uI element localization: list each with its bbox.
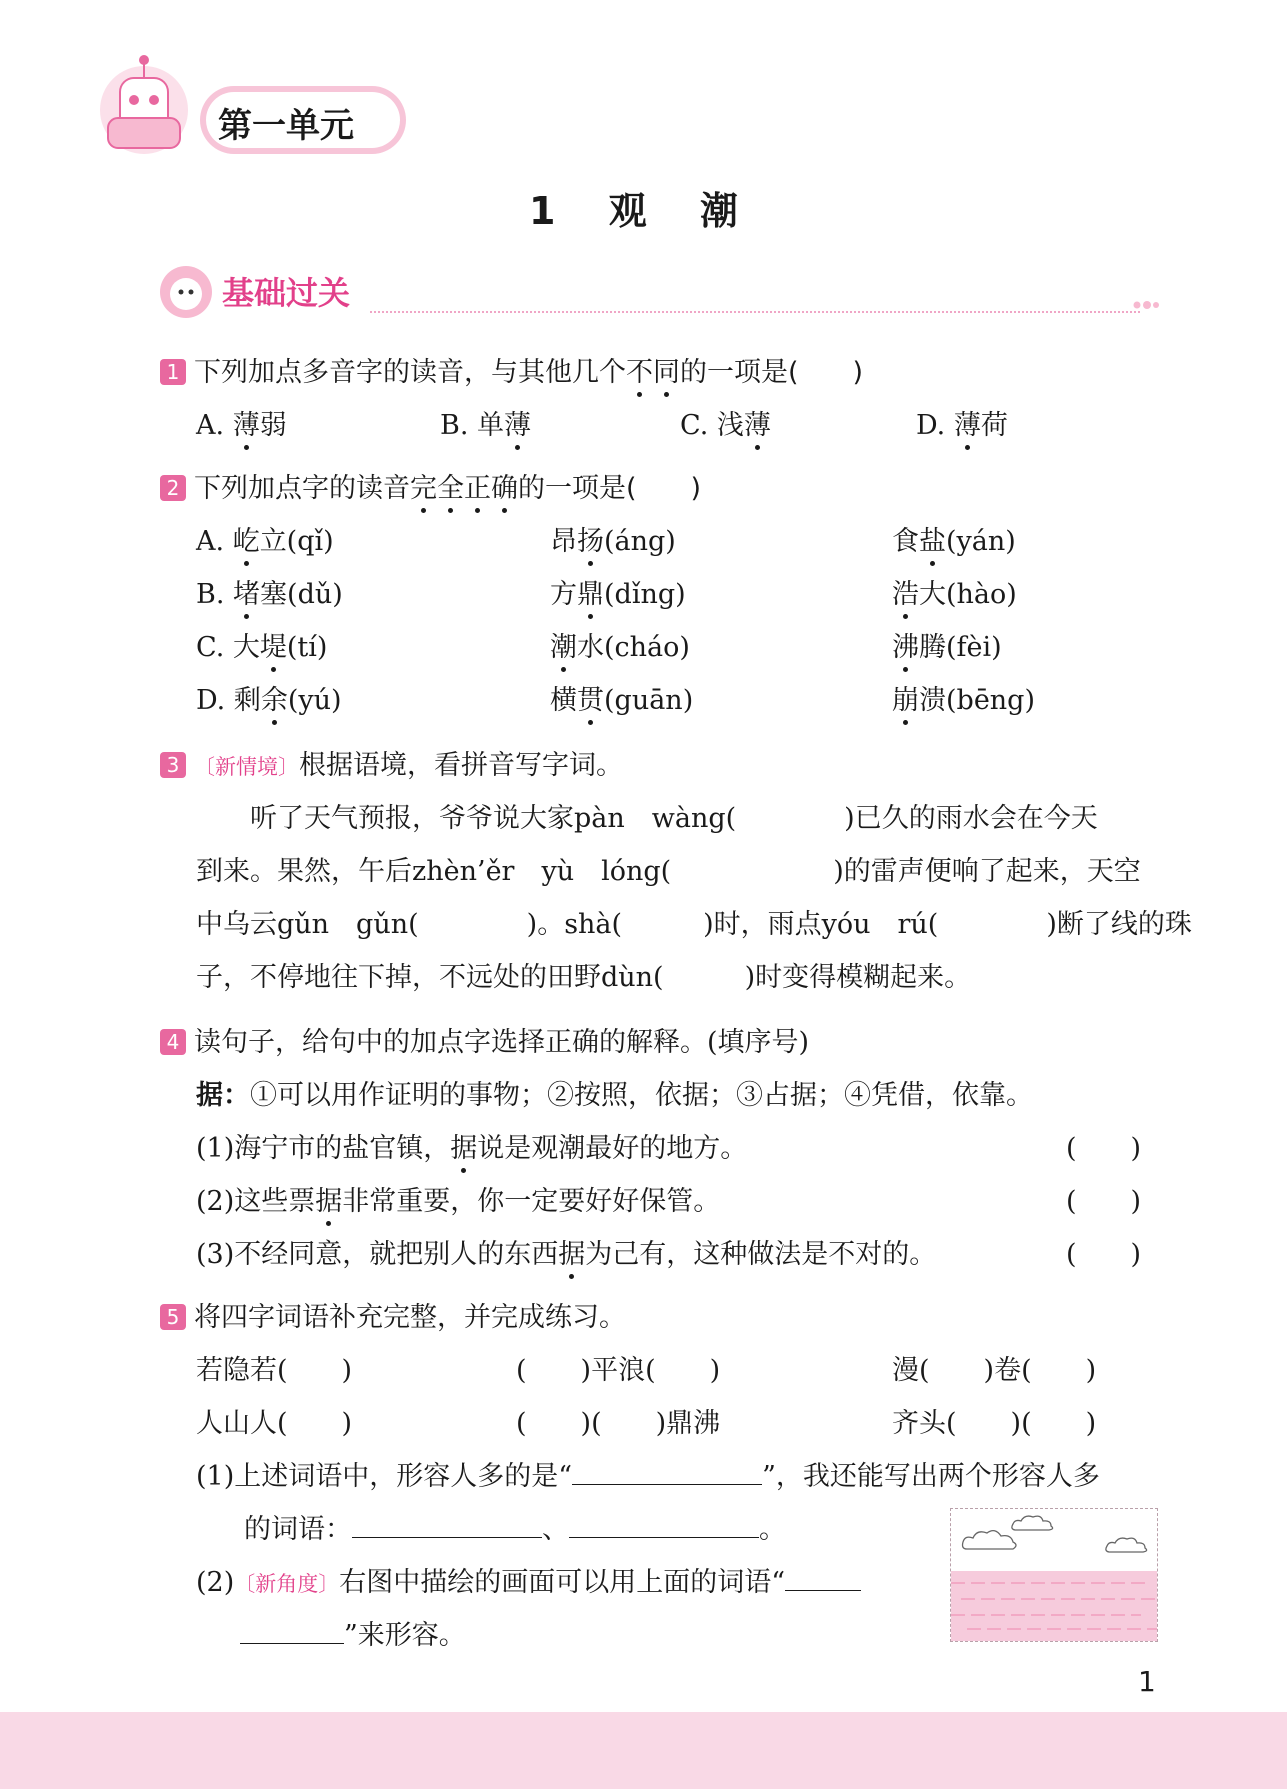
q5-word-3: 漫( )卷( ) (892, 1355, 1097, 1386)
q4-item-3: (3)不经同意，就把别人的东西据为己有，这种做法是不对的。 (196, 1239, 937, 1270)
question-number-badge: 3 (160, 752, 186, 778)
question-number-badge: 5 (160, 1304, 186, 1330)
q3-passage-line-3: 中乌云gǔn gǔn( )。shà( )时，雨点yóu rú( )断了线的珠 (196, 909, 1192, 940)
question-2-stem: 2 下列加点字的读音完全正确的一项是( ) (160, 466, 701, 505)
answer-blank[interactable] (785, 1590, 861, 1591)
q1-option-d: D. 薄荷 (916, 410, 1008, 441)
sea-tide-illustration (950, 1508, 1158, 1642)
q4-answer-1[interactable]: ( ) (1066, 1133, 1142, 1164)
unit-title: 第一单元 (218, 106, 354, 146)
q5-sub2-line2: ”来形容。 (240, 1613, 466, 1652)
question-5-stem: 5 将四字词语补充完整，并完成练习。 (160, 1295, 626, 1334)
q3-passage-line-4: 子，不停地往下掉，不远处的田野dùn( )时变得模糊起来。 (196, 962, 972, 993)
cloud-icon (1103, 1535, 1149, 1555)
q5-sub1-line2: 的词语： 、 。 (244, 1514, 786, 1545)
question-3-stem: 3 〔新情境〕根据语境，看拼音写字词。 (160, 743, 623, 782)
lesson-title: 1 观 潮 (529, 189, 758, 233)
answer-blank[interactable] (240, 1643, 344, 1644)
answer-blank[interactable] (352, 1537, 542, 1538)
q4-answer-3[interactable]: ( ) (1066, 1239, 1142, 1270)
page-number: 1 (1138, 1665, 1156, 1698)
q5-word-4: 人山人( ) (196, 1408, 353, 1439)
section-divider (370, 311, 1140, 313)
q4-definitions: 据：①可以用作证明的事物；②按照，依据；③占据；④凭借，依靠。 (196, 1080, 1033, 1111)
q5-word-2: ( )平浪( ) (516, 1355, 721, 1386)
q5-sub2: (2)〔新角度〕右图中描绘的画面可以用上面的词语“ (196, 1560, 861, 1599)
robot-mascot-icon (84, 48, 204, 160)
q1-option-a: A. 薄弱 (196, 410, 287, 441)
cloud-icon (1009, 1513, 1057, 1533)
footer-band (0, 1712, 1287, 1789)
answer-blank[interactable] (569, 1537, 759, 1538)
q1-option-c: C. 浅薄 (680, 410, 771, 441)
q3-passage-line-2: 到来。果然，午后zhèn’ěr yù lóng( )的雷声便响了起来，天空 (196, 856, 1141, 887)
answer-blank[interactable] (572, 1484, 762, 1485)
question-number-badge: 1 (160, 359, 186, 385)
new-angle-tag: 〔新角度〕 (234, 1572, 340, 1596)
section-title: 基础过关 (222, 274, 351, 312)
q4-item-1: (1)海宁市的盐官镇，据说是观潮最好的地方。 (196, 1133, 748, 1164)
q5-sub1: (1)上述词语中，形容人多的是“ ”，我还能写出两个形容人多 (196, 1461, 1100, 1492)
q5-word-1: 若隐若( ) (196, 1355, 353, 1386)
section-mascot-icon (158, 264, 214, 320)
question-1-stem: 1 下列加点多音字的读音，与其他几个不同的一项是( ) (160, 350, 863, 389)
question-number-badge: 2 (160, 475, 186, 501)
q4-answer-2[interactable]: ( ) (1066, 1186, 1142, 1217)
q4-item-2: (2)这些票据非常重要，你一定要好好保管。 (196, 1186, 721, 1217)
question-4-stem: 4 读句子，给句中的加点字选择正确的解释。(填序号) (160, 1020, 809, 1059)
wave-lines (951, 1571, 1157, 1641)
q1-option-b: B. 单薄 (440, 410, 532, 441)
q3-passage-line-1: 听了天气预报，爷爷说大家pàn wàng( )已久的雨水会在今天 (196, 803, 1098, 834)
dots-decoration-icon (1132, 298, 1160, 312)
q5-word-6: 齐头( )( ) (892, 1408, 1097, 1439)
q5-word-5: ( )( )鼎沸 (516, 1408, 721, 1439)
question-number-badge: 4 (160, 1029, 186, 1055)
new-context-tag: 〔新情境〕 (194, 755, 299, 779)
